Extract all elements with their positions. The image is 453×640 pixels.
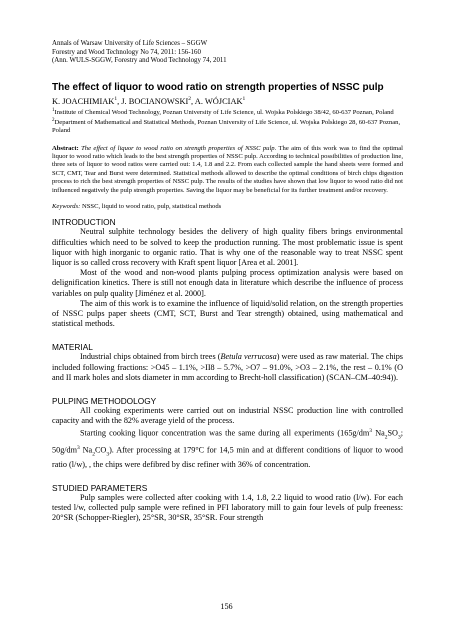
author-1: K. JOACHIMIAK [52, 96, 115, 106]
author-3: , A. WÓJCIAK [191, 96, 243, 106]
heading-material: MATERIAL [52, 342, 93, 353]
journal-line-2: Forestry and Wood Technology No 74, 2011: 156-160 [52, 48, 201, 56]
meth-text-b: Na [372, 429, 385, 439]
meth-sup-1: 3 [369, 428, 373, 435]
meth-sub-2: 3 [397, 434, 401, 441]
meth-sup-2: 3 [77, 445, 80, 452]
meth-text-d: ; 50g/dm [52, 429, 403, 455]
intro-paragraph-3: The aim of this work is to examine the influence of liquid/solid relation, on the strength properties of NSSC pulps paper sheets (CMT, SCT, Burst and Tear strength) obtained, using mathematical and statistical methods. [52, 298, 403, 329]
section-gap [52, 329, 403, 335]
section-gap [52, 470, 403, 476]
journal-line-3: (Ann. WULS-SGGW, Forestry and Wood Technology 74, 2011 [52, 57, 227, 65]
meth-text-e: Na [79, 445, 93, 455]
affiliation-1 [52, 107, 403, 117]
affiliation-2-text: Department of Mathematical and Statistical Methods, Poznan University of Life Science, ul. Wojska Polskiego 28, 60-637 Poznan, Poland [52, 119, 401, 135]
affiliation-2-sup: 2 [52, 117, 55, 123]
author-2: , J. BOCIANOWSKI [117, 96, 189, 106]
abstract-title-italic: The effect of liquor to wood ratio on strength properties of NSSC pulp. [81, 144, 277, 152]
author-1-sup: 1 [114, 95, 118, 102]
affiliation-2 [52, 117, 403, 136]
heading-studied-parameters: STUDIED PARAMETERS [52, 482, 148, 493]
abstract [52, 145, 403, 195]
material-text-b: ) were used as raw material. The chips included following fractions: >O45 – 1.1%, >II8 – 5.7%, >O7 – 91.0%, >O3 – 2.1%, the rest – 0.1% (O and II mark holes and slots diameter in mm according to Brecht-holl classification) (SCAN–CM–40:94)). [52, 352, 403, 382]
paper-title: The effect of liquor to wood ratio on strength properties of NSSC pulp [52, 81, 384, 93]
meth-text-c: SO [387, 429, 398, 439]
affiliation-1-sup: 1 [52, 107, 55, 113]
author-3-sup: 1 [242, 95, 246, 102]
keywords-text: NSSC, liquid to wood ratio, pulp, statistical methods [81, 203, 222, 210]
journal-line-1: Annals of Warsaw University of Life Sciences – SGGW [52, 40, 208, 47]
heading-pulping-methodology: PULPING METHODOLOGY [52, 396, 157, 407]
methodology-paragraph-1: All cooking experiments were carried out on industrial NSSC production line with controlled capacity and with the 82% average yield of the process. [52, 406, 403, 426]
intro-paragraph-1: Neutral sulphite technology besides the delivery of high quality fibers brings environmental difficulties which need to be solved to keep the production running. The most problematic issue is spent liquor with high inorganic to organic ratio. That is why one of the reasonable way to treat NSSC spent liquor is so called cross recovery with Kraft spent liquor [Area et al. 2001]. [52, 227, 403, 268]
abstract-label: Abstract: [52, 144, 79, 152]
material-paragraph [52, 352, 403, 383]
parameters-paragraph: Pulp samples were collected after cooking with 1.4, 1.8, 2.2 liquid to wood ratio (l/w). For each tested l/w, collected pulp sample were refined in PFI laboratory mill to gain four levels of pulp freeness: 20°SR (Schopper-Riegler), 25°SR, 30°SR, 35°SR. Four strength [52, 492, 403, 523]
meth-text-g: ). After processing at 179°C for 14,5 min and at different conditions of liquor to wood ratio (l/w), , the chips were defibred by disc refiner with 36% of concentration. [52, 445, 403, 469]
intro-paragraph-2: Most of the wood and non-wood plants pulping process optimization analysis were based on delignification kinetics. There is still not enough data in literature which describe the influence of process variables on pulp quality [Jiménez et al. 2000]. [52, 268, 403, 298]
meth-text-f: CO [94, 445, 107, 455]
keywords-label: Keywords: [52, 203, 81, 210]
meth-sub-3: 2 [92, 451, 95, 458]
keywords [52, 203, 403, 211]
affiliation-1-text: Institute of Chemical Wood Technology, Poznan University of Life Science, ul. Wojska Polskiego 38/42, 60-637 Poznan, Poland [54, 108, 394, 116]
page-number: 156 [220, 602, 233, 611]
authors-line [52, 94, 403, 107]
heading-introduction: INTRODUCTION [52, 217, 116, 228]
journal-header [52, 40, 403, 66]
author-2-sup: 2 [188, 95, 192, 102]
material-text-a: Industrial chips obtained from birch trees ( [80, 352, 221, 362]
meth-sub-4: 3 [106, 451, 110, 458]
abstract-text: The aim of this work was to find the optimal liquor to wood ratio which leads to the best strength properties of NSSC pulp. According to technical possibilities of production line, three sets of liquor to wood ratios were carried out: 1.4, 1.8 and 2.2. From each collected sample the hand sheets were formed and SCT, CMT, Tear and Burst were determined. Statistical methods allowed to describe the optimal conditions of birch chips digestion process to rich the best strength properties of NSSC pulp. The results of the studies have shown that low liquor to wood ratio did not influenced negatively the pulp strength properties. Saving the liquor may be beneficial for its further treatment and/or recovery. [52, 144, 403, 194]
meth-sub-1: 2 [384, 434, 388, 441]
meth-text-a: Starting cooking liquor concentration was the same during all experiments (165g/dm [80, 429, 370, 439]
methodology-paragraph-2 [52, 426, 403, 469]
section-gap [52, 383, 403, 389]
species-name: Betula verrucosa [220, 352, 277, 362]
